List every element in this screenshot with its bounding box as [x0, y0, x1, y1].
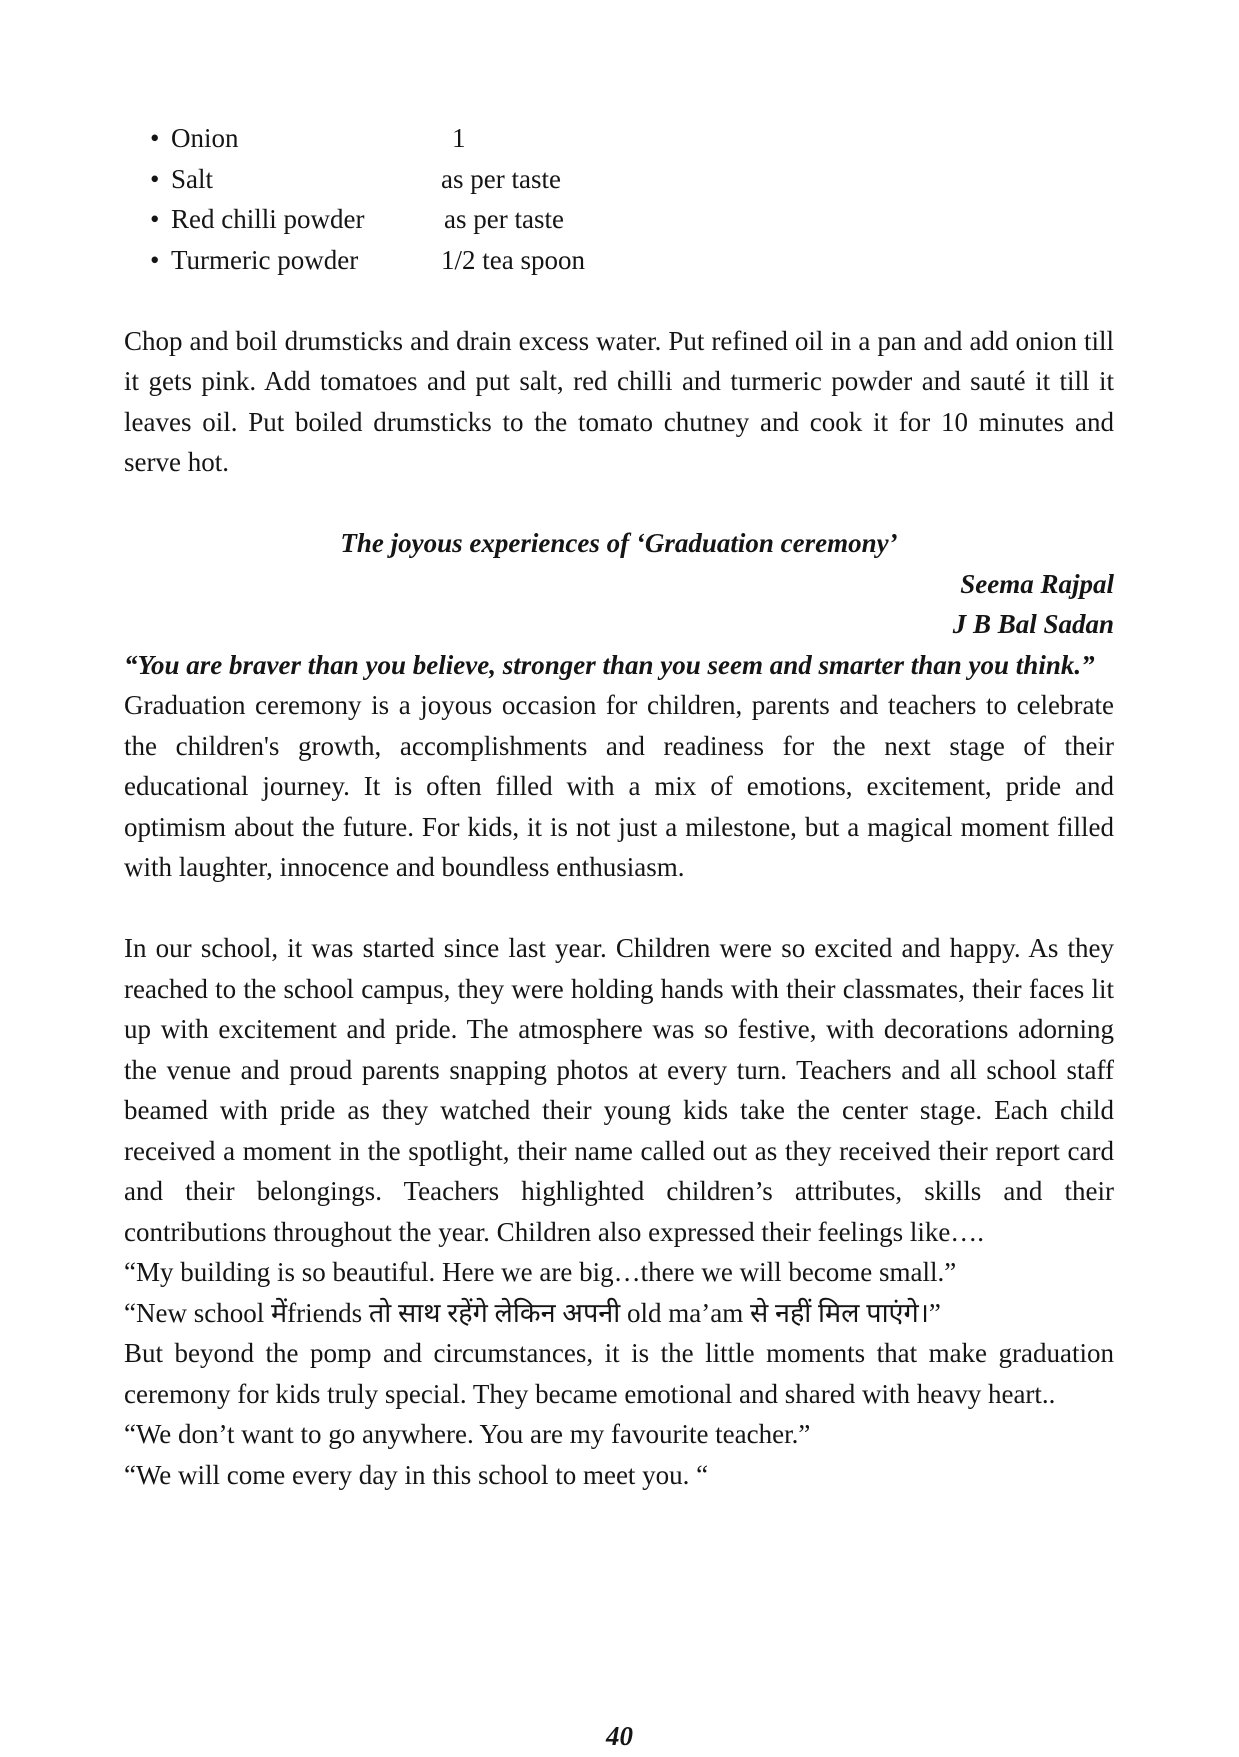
- ingredient-qty: as per taste: [441, 163, 561, 194]
- ingredient-qty: as per taste: [444, 204, 564, 234]
- child-quote: “We don’t want to go anywhere. You are my favourite teacher.”: [124, 1419, 811, 1449]
- ingredient-name: Onion: [171, 123, 239, 153]
- ingredient-item: • Salt as per taste: [124, 159, 1114, 200]
- page-content: [124, 118, 1114, 1495]
- child-quote: “My building is so beautiful. Here we are big…there we will become small.”: [124, 1257, 957, 1287]
- child-quote: “We will come every day in this school to meet you. “: [124, 1459, 709, 1490]
- recipe-method: Chop and boil drumsticks and drain excess water. Put refined oil in a pan and add onion till it gets pink. Add tomatoes and put salt, red chilli and turmeric powder and sauté it till it leaves oil. Put boiled drumsticks to the tomato chutney and cook it for 10 minutes and serve hot.: [124, 325, 1114, 477]
- opening-quote: “You are braver than you believe, stronger than you seem and smarter than you think.”: [124, 649, 1095, 680]
- ingredient-name: Turmeric powder: [171, 244, 359, 275]
- ingredient-qty: 1/2 tea spoon: [441, 244, 585, 275]
- ingredient-item: • Onion 1: [124, 118, 1114, 159]
- paragraph: Graduation ceremony is a joyous occasion for children, parents and teachers to celebrate the children's growth, accomplishments and readiness for the next stage of their educational journey. It is often filled with a mix of emotions, excitement, pride and optimism about the future. For kids, it is not just a milestone, but a magical moment filled with laughter, innocence and boundless enthusiasm.: [124, 690, 1114, 882]
- page-number: 40: [606, 1721, 633, 1751]
- article-author: Seema Rajpal: [960, 568, 1114, 599]
- article-title: The joyous experiences of ‘Graduation ceremony’: [340, 528, 898, 558]
- ingredient-name: Salt: [171, 163, 214, 194]
- ingredient-name: Red chilli powder: [171, 204, 365, 234]
- ingredient-item: • Red chilli powder as per taste: [124, 199, 1114, 240]
- author-school: J B Bal Sadan: [952, 609, 1114, 639]
- paragraph: But beyond the pomp and circumstances, it is the little moments that make graduation ceremony for kids truly special. They became emotional and shared with heavy heart..: [124, 1338, 1114, 1409]
- child-quote: “New school मेंfriends तो साथ रहेंगे लेकिन अपनी old ma’am से नहीं मिल पाएंगे।”: [124, 1297, 941, 1328]
- ingredient-item: • Turmeric powder 1/2 tea spoon: [124, 240, 1114, 281]
- paragraph: In our school, it was started since last year. Children were so excited and happy. As they reached to the school campus, they were holding hands with their classmates, their faces lit up with excitement and pride. The atmosphere was so festive, with decorations adorning the venue and proud parents snapping photos at every turn. Teachers and all school staff beamed with pride as they watched their young kids take the center stage. Each child received a moment in the spotlight, their name called out as they received their report card and their belongings. Teachers highlighted children’s attributes, skills and their contributions throughout the year. Children also expressed their feelings like….: [124, 933, 1114, 1247]
- ingredient-qty: 1: [452, 123, 466, 153]
- ingredient-list: [124, 118, 1114, 280]
